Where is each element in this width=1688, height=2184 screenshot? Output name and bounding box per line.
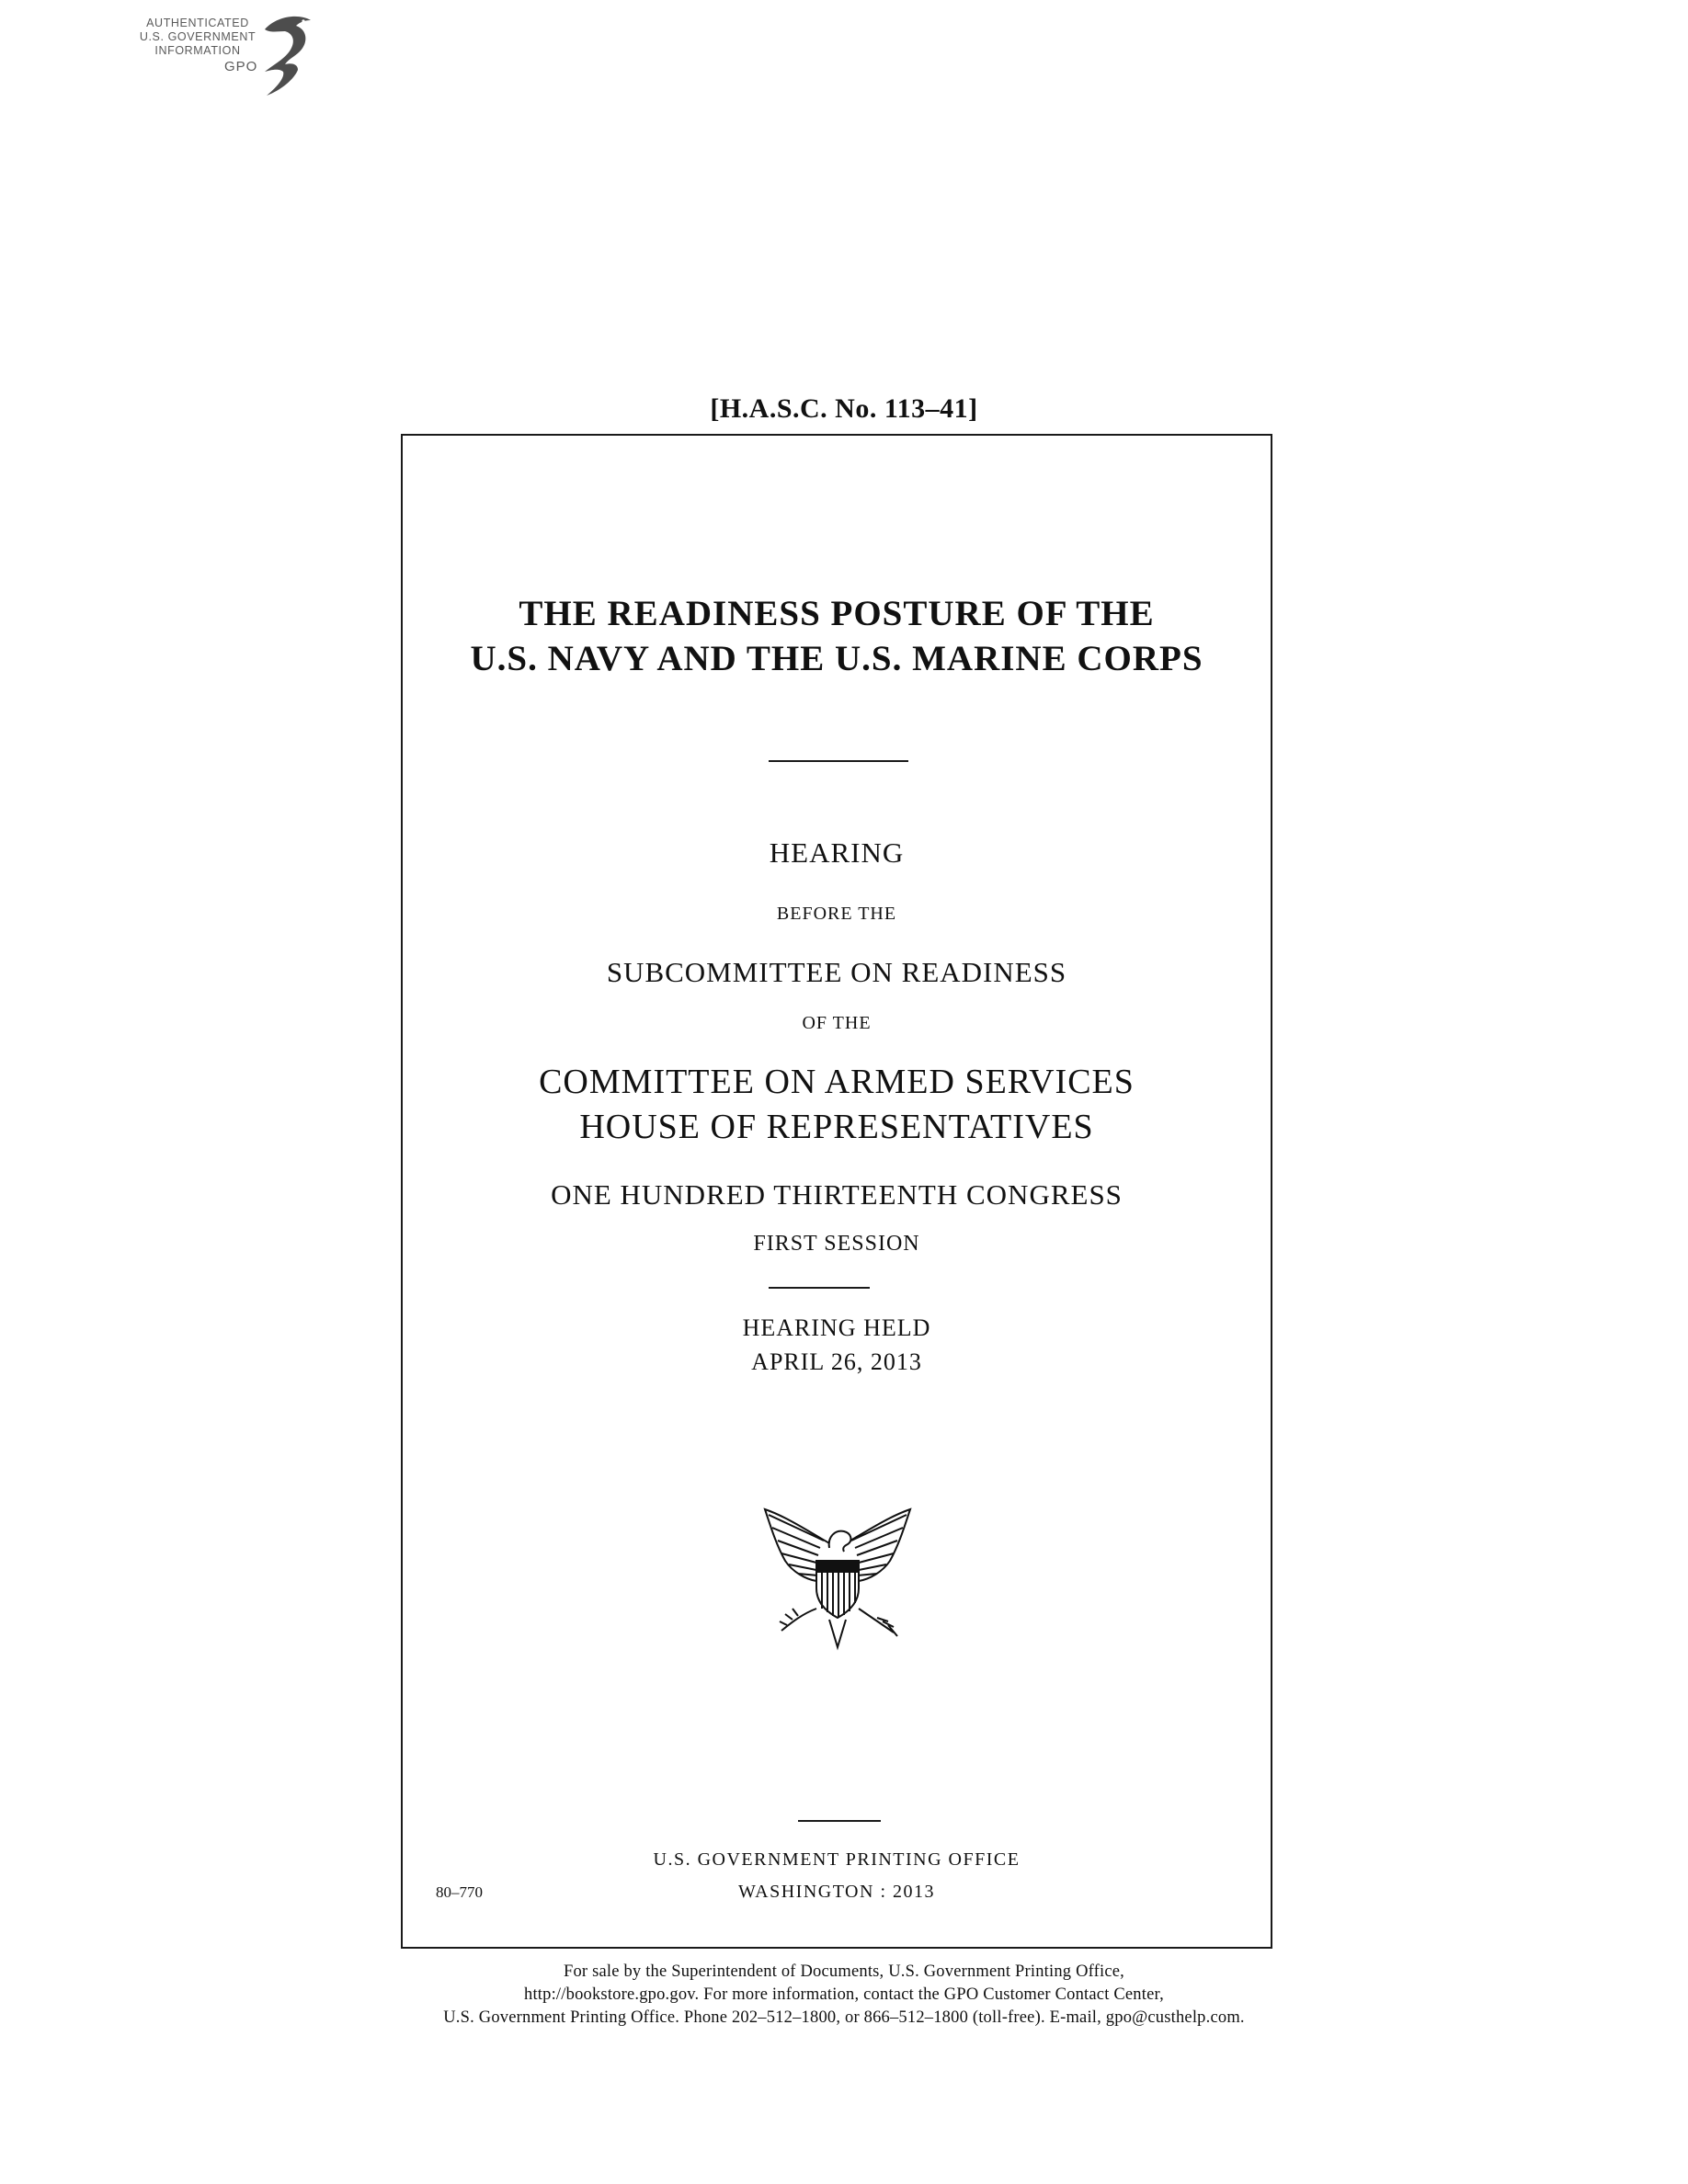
logo-line-information: INFORMATION (154, 44, 241, 57)
printing-office-city-year: WASHINGTON : 2013 (737, 1882, 935, 1902)
divider-rule (769, 1287, 870, 1289)
great-seal-eagle-icon (759, 1507, 916, 1653)
subcommittee-name: SUBCOMMITTEE ON READINESS (606, 956, 1067, 988)
hearing-number: [H.A.S.C. No. 113–41] (710, 393, 978, 424)
divider-rule (798, 1820, 881, 1822)
sale-notice-line-3: U.S. Government Printing Office. Phone 202–512–1800, or 866–512–1800 (toll-free). E-mail, gpo@custhelp.com. (443, 2008, 1245, 2027)
committee-name: COMMITTEE ON ARMED SERVICES (539, 1063, 1135, 1101)
document-number: 80–770 (436, 1883, 483, 1901)
of-the-label: OF THE (802, 1013, 872, 1033)
sale-notice-line-2: http://bookstore.gpo.gov. For more information, contact the GPO Customer Contact Center, (524, 1985, 1164, 2004)
divider-rule (769, 760, 908, 762)
congress-label: ONE HUNDRED THIRTEENTH CONGRESS (551, 1178, 1123, 1211)
gpo-eagle-swoosh-icon (257, 11, 318, 99)
before-the-label: BEFORE THE (776, 904, 897, 924)
hearing-title-line-2: U.S. NAVY AND THE U.S. MARINE CORPS (470, 639, 1203, 678)
hearing-date: APRIL 26, 2013 (751, 1348, 922, 1375)
hearing-title-line-1: THE READINESS POSTURE OF THE (519, 594, 1155, 633)
hearing-held-label: HEARING HELD (742, 1314, 931, 1341)
logo-gpo-mark: GPO (224, 59, 258, 74)
printing-office-name: U.S. GOVERNMENT PRINTING OFFICE (653, 1849, 1021, 1870)
session-label: FIRST SESSION (753, 1232, 920, 1256)
logo-line-authenticated: AUTHENTICATED (146, 17, 249, 29)
gpo-authentication-logo (129, 11, 322, 103)
sale-notice-line-1: For sale by the Superintendent of Documents, U.S. Government Printing Office, (563, 1962, 1125, 1981)
chamber-name: HOUSE OF REPRESENTATIVES (579, 1108, 1094, 1146)
logo-line-government: U.S. GOVERNMENT (139, 30, 257, 43)
hearing-label: HEARING (769, 836, 905, 869)
